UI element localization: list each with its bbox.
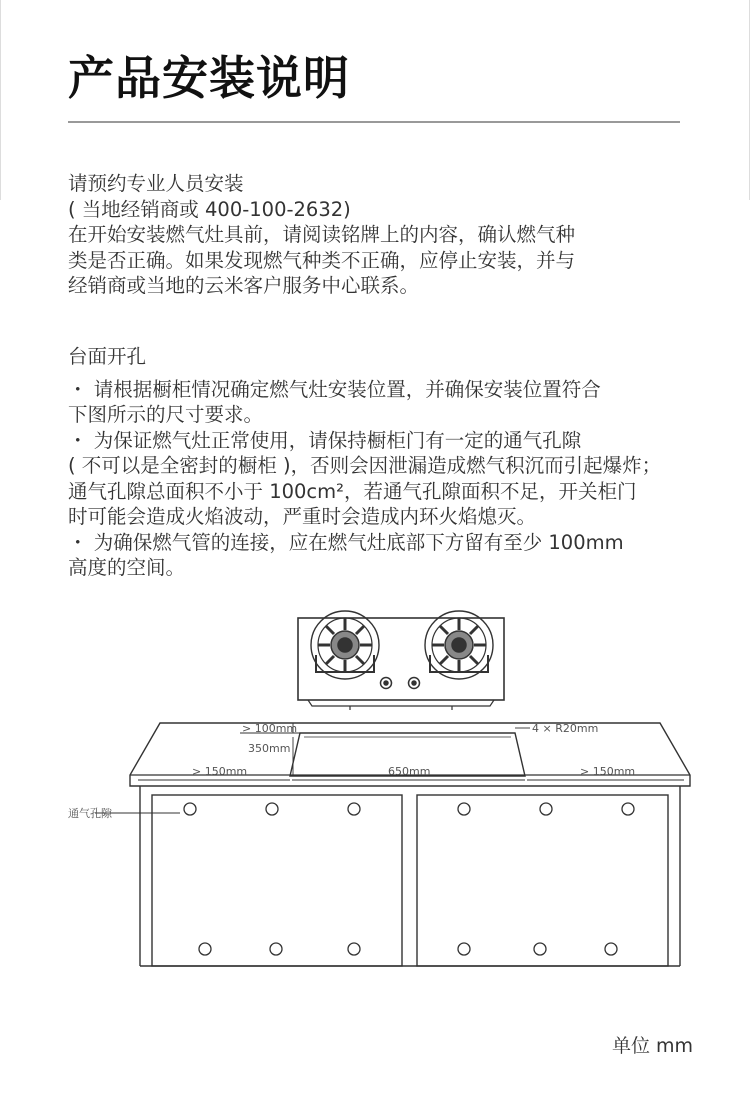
section-line: ( 不可以是全密封的橱柜 )，否则会因泄漏造成燃气积沉而引起爆炸； bbox=[68, 454, 662, 477]
section-line: ・ 请根据橱柜情况确定燃气灶安装位置，并确保安装位置符合 bbox=[68, 377, 601, 401]
unit-label: 单位 mm bbox=[612, 1035, 694, 1057]
burner-left-icon bbox=[311, 611, 379, 679]
dim-corner-radius-label: 4 × R20mm bbox=[532, 722, 599, 735]
dim-top-gap-label: > 100mm bbox=[242, 722, 298, 735]
section-line: 下图所示的尺寸要求。 bbox=[68, 403, 264, 426]
dim-cutout-width-label: 650mm bbox=[388, 765, 431, 778]
vent-holes bbox=[184, 803, 634, 955]
section-line: 高度的空间。 bbox=[68, 556, 186, 579]
intro-line: 类是否正确。如果发现燃气种类不正确，应停止安装，并与 bbox=[68, 248, 576, 272]
intro-line: 经销商或当地的云米客户服务中心联系。 bbox=[68, 274, 420, 297]
intro-line: ( 当地经销商或 400-100-2632) bbox=[68, 197, 351, 221]
dim-left-margin-label: > 150mm bbox=[192, 765, 248, 778]
section-line: 通气孔隙总面积不小于 100cm²，若通气孔隙面积不足，开关柜门 bbox=[68, 479, 637, 503]
control-knobs-icon bbox=[381, 678, 420, 689]
cabinet-outline bbox=[140, 786, 680, 966]
intro-line: 在开始安装燃气灶具前，请阅读铭牌上的内容，确认燃气种 bbox=[68, 223, 576, 246]
intro-line: 请预约专业人员安装 bbox=[68, 172, 244, 195]
page-title: 产品安装说明 bbox=[68, 51, 350, 105]
section-line: ・ 为确保燃气管的连接，应在燃气灶底部下方留有至少 100mm bbox=[68, 530, 624, 554]
dim-depth-label: 350mm bbox=[248, 742, 291, 755]
dim-right-margin-label: > 150mm bbox=[580, 765, 636, 778]
section-heading: 台面开孔 bbox=[68, 345, 147, 368]
vent-label: 通气孔隙 bbox=[68, 807, 112, 820]
section-line: ・ 为保证燃气灶正常使用，请保持橱柜门有一定的通气孔隙 bbox=[68, 428, 582, 452]
stove-illustration bbox=[298, 611, 504, 710]
burner-right-icon bbox=[425, 611, 493, 679]
section-line: 时可能会造成火焰波动，严重时会造成内环火焰熄灭。 bbox=[68, 505, 537, 528]
